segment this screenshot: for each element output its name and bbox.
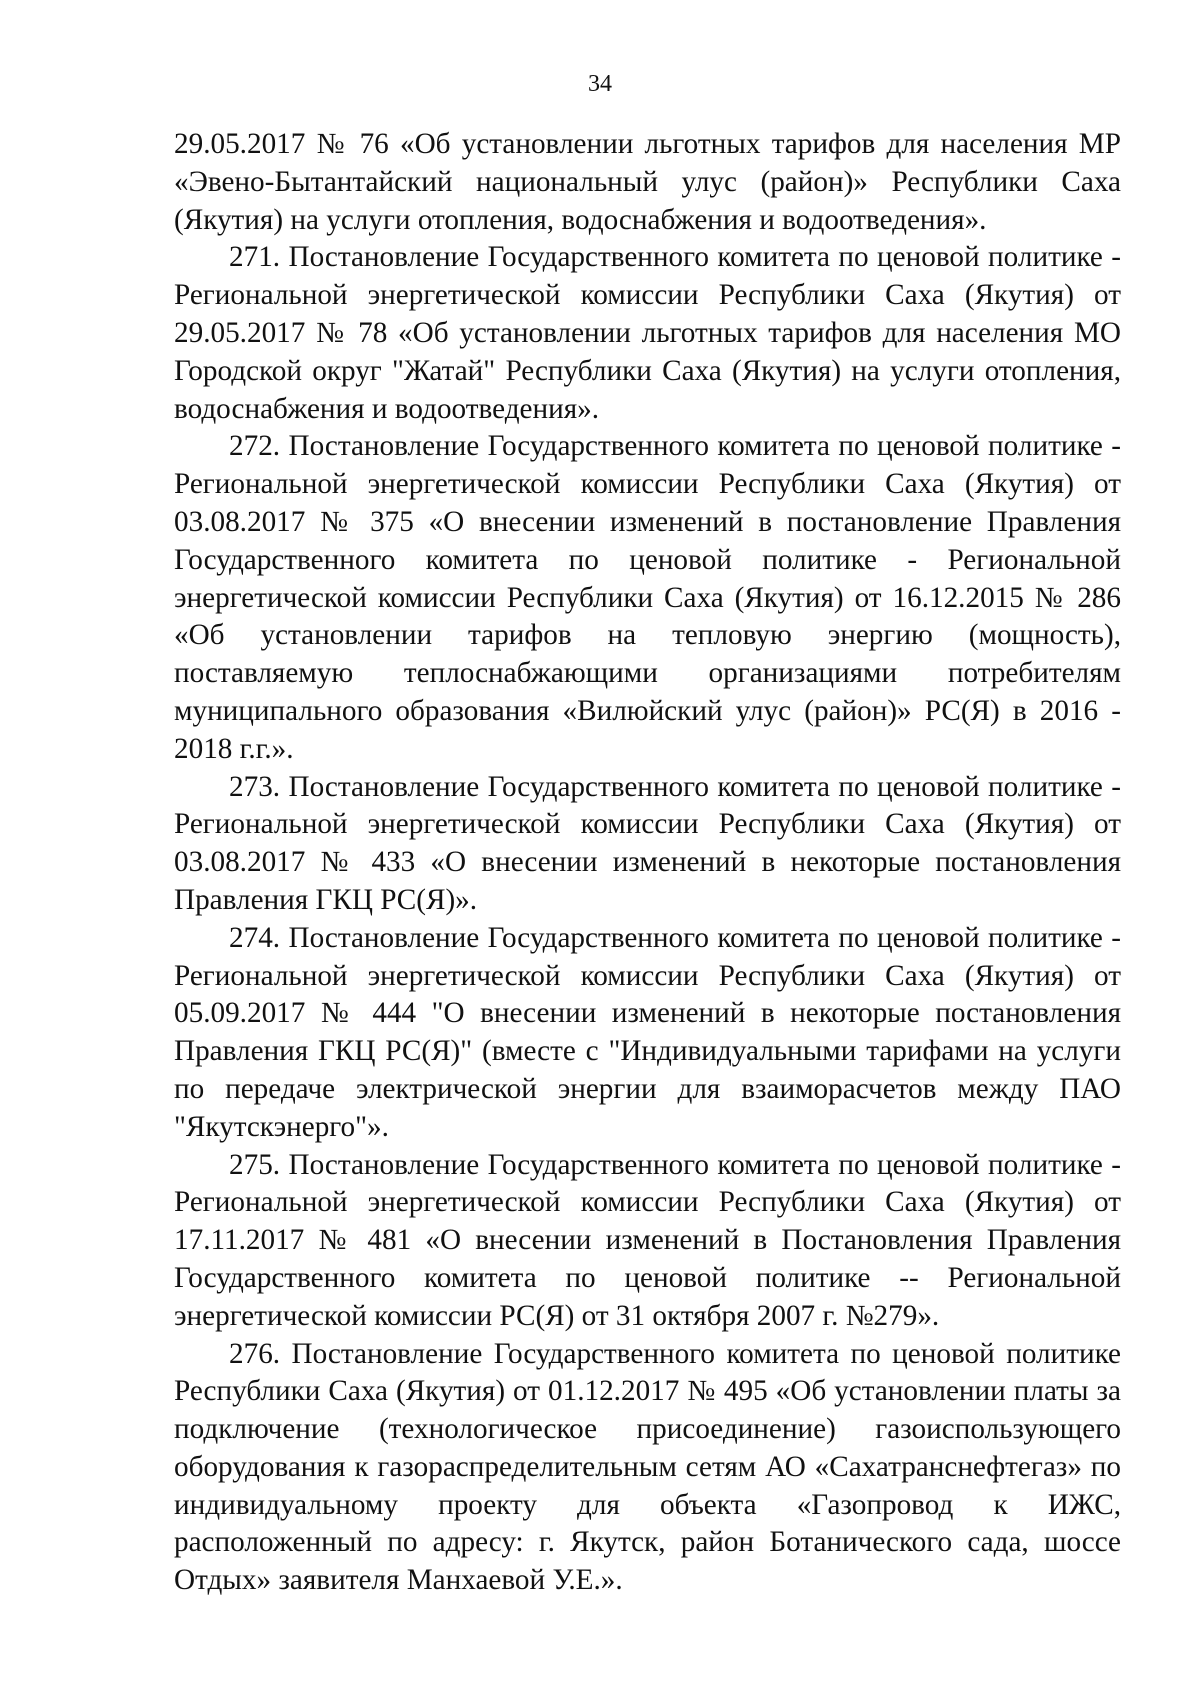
paragraph-item-271: 271. Постановление Государственного комитета по ценовой политике - Региональной энергетической комиссии Республики Саха (Якутия) от 29.05.2017 № 78 «Об установлении льготных тарифов для населения МО Городской округ "Жатай" Республики Саха (Якутия) на услуги отопления, водоснабжения и водоотведения». [174, 241, 1121, 425]
paragraph-item-273: 273. Постановление Государственного комитета по ценовой политике - Региональной энергетической комиссии Республики Саха (Якутия) от 03.08.2017 № 433 «О внесении изменений в некоторые постановления Правления ГКЦ РС(Я)». [174, 770, 1121, 916]
paragraph-item-274: 274. Постановление Государственного комитета по ценовой политике - Региональной энергетической комиссии Республики Саха (Якутия) от 05.09.2017 № 444 "О внесении изменений в некоторые постановления Правления ГКЦ РС(Я)" (вместе с "Индивидуальными тарифами на услуги по передаче электрической энергии для взаиморасчетов между ПАО "Якутскэнерго"». [174, 921, 1121, 1143]
paragraph-item-275: 275. Постановление Государственного комитета по ценовой политике - Региональной энергетической комиссии Республики Саха (Якутия) от 17.11.2017 № 481 «О внесении изменений в Постановления Правления Государственного комитета по ценовой политике -- Региональной энергетической комиссии РС(Я) от 31 октября 2007 г. №279». [174, 1148, 1121, 1332]
paragraph-continuation: 29.05.2017 № 76 «Об установлении льготных тарифов для населения МР «Эвено-Бытантайский национальный улус (район)» Республики Саха (Якутия) на услуги отопления, водоснабжения и водоотведения». [174, 128, 1121, 236]
document-body [174, 126, 1121, 1600]
paragraph-item-276: 276. Постановление Государственного комитета по ценовой политике Республики Саха (Якутия) от 01.12.2017 № 495 «Об установлении платы за подключение (технологическое присоединение) газоиспользующего оборудования к газораспределительным сетям АО «Сахатранснефтегаз» по индивидуальному проекту для объекта «Газопровод к ИЖС, расположенный по адресу: г. Якутск, район Ботанического сада, шоссе Отдых» заявителя Манхаевой У.Е.». [174, 1337, 1121, 1597]
page-number: 34 [588, 71, 612, 97]
paragraph-item-272: 272. Постановление Государственного комитета по ценовой политике - Региональной энергетической комиссии Республики Саха (Якутия) от 03.08.2017 № 375 «О внесении изменений в постановление Правления Государственного комитета по ценовой политике - Региональной энергетической комиссии Республики Саха (Якутия) от 16.12.2015 № 286 «Об установлении тарифов на тепловую энергию (мощность), поставляемую теплоснабжающими организациями потребителям муниципального образования «Вилюйский улус (район)» РС(Я) в 2016 - 2018 г.г.». [174, 430, 1121, 765]
